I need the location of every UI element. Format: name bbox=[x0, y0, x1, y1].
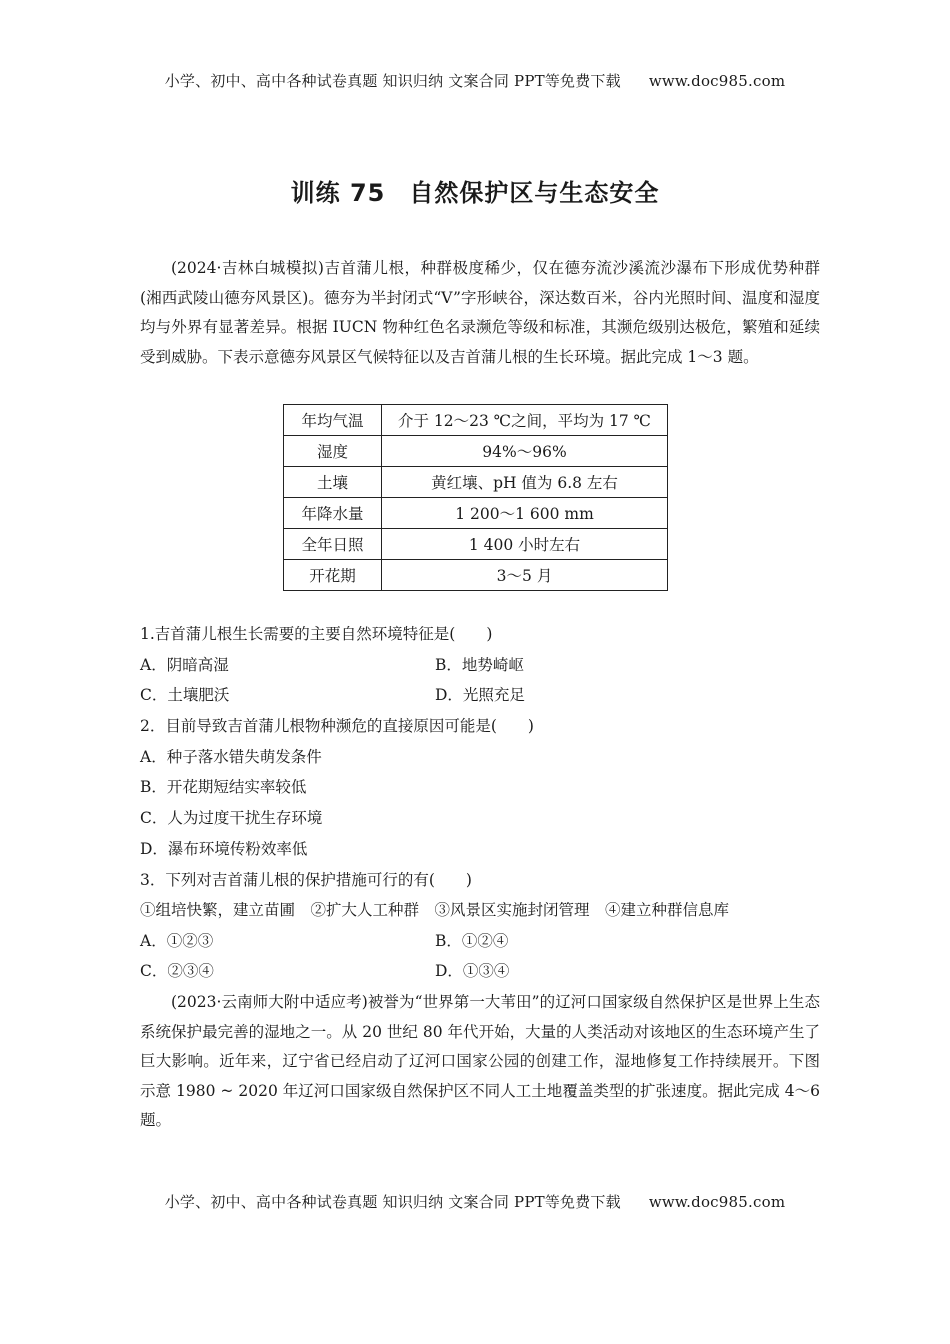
table-key: 土壤 bbox=[284, 467, 382, 498]
title-number: 训练 75 bbox=[290, 179, 386, 207]
table-row bbox=[284, 467, 668, 498]
table-row bbox=[284, 436, 668, 467]
question-2-option-b: B．开花期短结实率较低 bbox=[140, 778, 307, 796]
question-2-option-c: C．人为过度干扰生存环境 bbox=[140, 809, 323, 827]
table-value: 黄红壤、pH 值为 6.8 左右 bbox=[382, 467, 668, 498]
table-key: 湿度 bbox=[284, 436, 382, 467]
title-topic: 自然保护区与生态安全 bbox=[409, 179, 660, 207]
header-site-link[interactable]: www.doc985.com bbox=[648, 72, 786, 90]
table-row bbox=[284, 560, 668, 591]
page-footer bbox=[0, 1191, 950, 1212]
table-row bbox=[284, 529, 668, 560]
table-row bbox=[284, 405, 668, 436]
question-3-option-a: A．①②③ bbox=[140, 932, 214, 950]
question-3-items: ①组培快繁，建立苗圃 ②扩大人工种群 ③风景区实施封闭管理 ④建立种群信息库 bbox=[140, 901, 730, 919]
table-value: 94%～96% bbox=[382, 436, 668, 467]
question-1-option-c: C．土壤肥沃 bbox=[140, 686, 230, 704]
table-value: 1 400 小时左右 bbox=[382, 529, 668, 560]
table-key: 年均气温 bbox=[284, 405, 382, 436]
question-2-option-d: D．瀑布环境传粉效率低 bbox=[140, 840, 308, 858]
header-text: 小学、初中、高中各种试卷真题 知识归纳 文案合同 PPT等免费下载 bbox=[164, 72, 621, 90]
table-row bbox=[284, 498, 668, 529]
question-1-option-a: A．阴暗高湿 bbox=[140, 656, 229, 674]
table-value: 3～5 月 bbox=[382, 560, 668, 591]
table-value: 介于 12～23 ℃之间，平均为 17 ℃ bbox=[382, 405, 668, 436]
climate-table bbox=[283, 404, 668, 591]
footer-text: 小学、初中、高中各种试卷真题 知识归纳 文案合同 PPT等免费下载 bbox=[164, 1193, 621, 1211]
question-3-option-c: C．②③④ bbox=[140, 962, 214, 980]
table-value: 1 200～1 600 mm bbox=[382, 498, 668, 529]
table-key: 年降水量 bbox=[284, 498, 382, 529]
footer-site-link[interactable]: www.doc985.com bbox=[648, 1193, 786, 1211]
table-key: 全年日照 bbox=[284, 529, 382, 560]
page-title bbox=[0, 173, 950, 208]
material-intro-2: (2023·云南师大附中适应考)被誉为“世界第一大苇田”的辽河口国家级自然保护区是世界上生态系统保护最完善的湿地之一。从 20 世纪 80 年代开始，大量的人类活动对该地区的生态环境产生了巨大影响。近年来，辽宁省已经启动了辽河口国家公园的创建工作，湿地修复工作持续展开。下图示意 1980 ~ 2020 年辽河口国家级自然保护区不同人工土地覆盖类型的扩张速度。据此完成 4～6 题。 bbox=[140, 993, 820, 1129]
question-2-option-a: A．种子落水错失萌发条件 bbox=[140, 748, 322, 766]
question-3-option-b: B．①②④ bbox=[435, 932, 509, 950]
question-2-stem: 2．目前导致吉首蒲儿根物种濒危的直接原因可能是( ) bbox=[140, 717, 534, 735]
page-header bbox=[0, 70, 950, 91]
table-key: 开花期 bbox=[284, 560, 382, 591]
question-3-stem: 3．下列对吉首蒲儿根的保护措施可行的有( ) bbox=[140, 871, 472, 889]
question-1-option-b: B．地势崎岖 bbox=[435, 656, 524, 674]
question-1-option-d: D．光照充足 bbox=[435, 686, 525, 704]
material-intro-1: (2024·吉林白城模拟)吉首蒲儿根，种群极度稀少，仅在德夯流沙溪流沙瀑布下形成优势种群(湘西武陵山德夯风景区)。德夯为半封闭式“V”字形峡谷，深达数百米，谷内光照时间、温度和湿度均与外界有显著差异。根据 IUCN 物种红色名录濒危等级和标准，其濒危级别达极危，繁殖和延续受到威胁。下表示意德夯风景区气候特征以及吉首蒲儿根的生长环境。据此完成 1～3 题。 bbox=[140, 259, 820, 366]
question-3-option-d: D．①③④ bbox=[435, 962, 510, 980]
question-1-stem: 1.吉首蒲儿根生长需要的主要自然环境特征是( ) bbox=[140, 625, 493, 643]
